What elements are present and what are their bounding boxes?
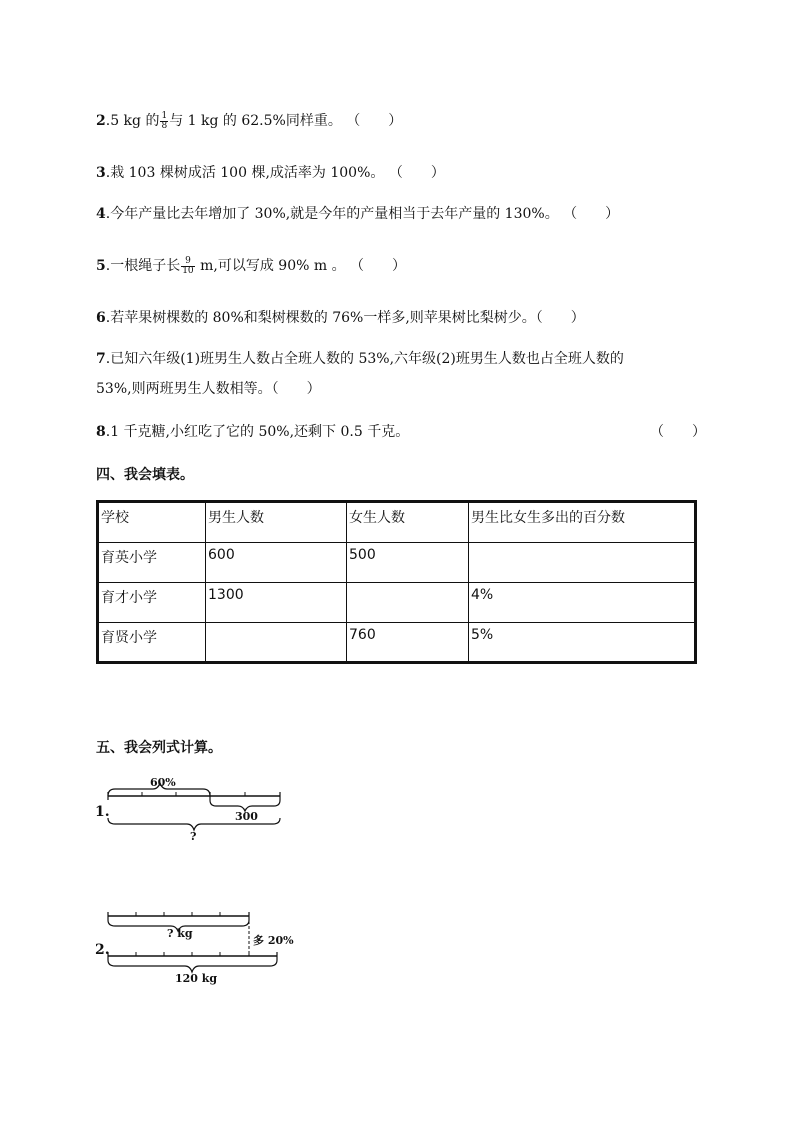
question-text: .若苹果树棵数的 80%和梨树棵数的 76%一样多,则苹果树比梨树少。 xyxy=(105,310,536,326)
question-number: 4 xyxy=(96,206,106,222)
table-row xyxy=(98,583,696,623)
fraction-denominator: 8 xyxy=(161,120,168,131)
fraction xyxy=(181,257,194,276)
table-header-cell: 学校 xyxy=(98,502,206,543)
question-number: 6 xyxy=(96,310,106,326)
label-part: ? kg xyxy=(167,927,193,940)
answer-paren[interactable]: （ ） xyxy=(346,113,403,129)
question-text-line1: .已知六年级(1)班男生人数占全班人数的 53%,六年级(2)班男生人数也占全班人数的 xyxy=(105,351,624,367)
table-cell-blank[interactable] xyxy=(347,583,469,623)
label-total: 120 kg xyxy=(175,972,218,985)
question-7 xyxy=(96,349,624,369)
table-header-row xyxy=(98,502,696,543)
table-cell: 500 xyxy=(347,543,469,583)
brace-total xyxy=(108,960,277,972)
fraction-denominator: 10 xyxy=(182,265,194,276)
table-row xyxy=(98,623,696,663)
label-total: ? xyxy=(190,830,197,843)
line-segment-diagram-1 xyxy=(95,772,295,847)
table-cell-blank[interactable] xyxy=(469,543,696,583)
fraction-numerator: 9 xyxy=(181,257,194,267)
answer-paren[interactable]: （ ） xyxy=(535,310,585,326)
question-text-post: 与 1 kg 的 62.5%同样重。 xyxy=(169,113,342,129)
question-number: 2 xyxy=(96,113,106,129)
answer-paren-8[interactable]: （ ） xyxy=(650,424,706,440)
fill-in-table xyxy=(96,500,697,664)
question-3 xyxy=(96,163,445,183)
question-6 xyxy=(96,308,585,328)
table-cell-blank[interactable] xyxy=(206,623,347,663)
label-part: 300 xyxy=(235,810,258,823)
question-text: .今年产量比去年增加了 30%,就是今年的产量相当于去年产量的 130%。 xyxy=(105,206,559,222)
question-7-continued xyxy=(96,379,321,399)
question-text-line2: 53%,则两班男生人数相等。 xyxy=(96,381,272,397)
table-row xyxy=(98,543,696,583)
table-cell: 760 xyxy=(347,623,469,663)
question-number: 3 xyxy=(96,165,106,181)
fraction xyxy=(160,112,168,131)
question-2 xyxy=(96,111,402,131)
label-extra: 多 20% xyxy=(253,934,294,947)
table-cell: 4% xyxy=(469,583,696,623)
answer-paren[interactable]: （ ） xyxy=(563,206,620,222)
table-cell: 1300 xyxy=(206,583,347,623)
table-header-cell: 男生人数 xyxy=(206,502,347,543)
table-cell: 5% xyxy=(469,623,696,663)
table-header-cell: 男生比女生多出的百分数 xyxy=(469,502,696,543)
question-5 xyxy=(96,256,406,276)
table-cell: 育才小学 xyxy=(98,583,206,623)
question-number: 8 xyxy=(96,424,106,440)
table-cell: 600 xyxy=(206,543,347,583)
question-text-post: m,可以写成 90% m 。 xyxy=(195,258,346,274)
table-cell: 育英小学 xyxy=(98,543,206,583)
problem-number: 1. xyxy=(95,804,110,820)
answer-paren[interactable]: （ ） xyxy=(388,165,445,181)
question-8 xyxy=(96,422,409,442)
answer-paren[interactable]: （ ） xyxy=(350,258,407,274)
line-segment-diagram-2 xyxy=(95,906,305,988)
label-percent: 60% xyxy=(150,776,176,789)
problem-number: 2. xyxy=(95,942,110,958)
answer-paren[interactable]: （ ） xyxy=(271,381,321,397)
section-title-calculation: 五、我会列式计算。 xyxy=(96,740,222,756)
question-4 xyxy=(96,204,619,224)
section-title-fill-table: 四、我会填表。 xyxy=(96,467,194,483)
question-text-pre: .一根绳子长 xyxy=(105,258,181,274)
fraction-numerator: 1 xyxy=(161,110,168,121)
table-cell: 育贤小学 xyxy=(98,623,206,663)
question-text-pre: .5 kg 的 xyxy=(105,113,160,129)
question-number: 5 xyxy=(96,258,106,274)
question-text: .1 千克糖,小红吃了它的 50%,还剩下 0.5 千克。 xyxy=(105,424,410,440)
question-number: 7 xyxy=(96,351,106,367)
table-header-cell: 女生人数 xyxy=(347,502,469,543)
question-text: .栽 103 棵树成活 100 棵,成活率为 100%。 xyxy=(105,165,385,181)
